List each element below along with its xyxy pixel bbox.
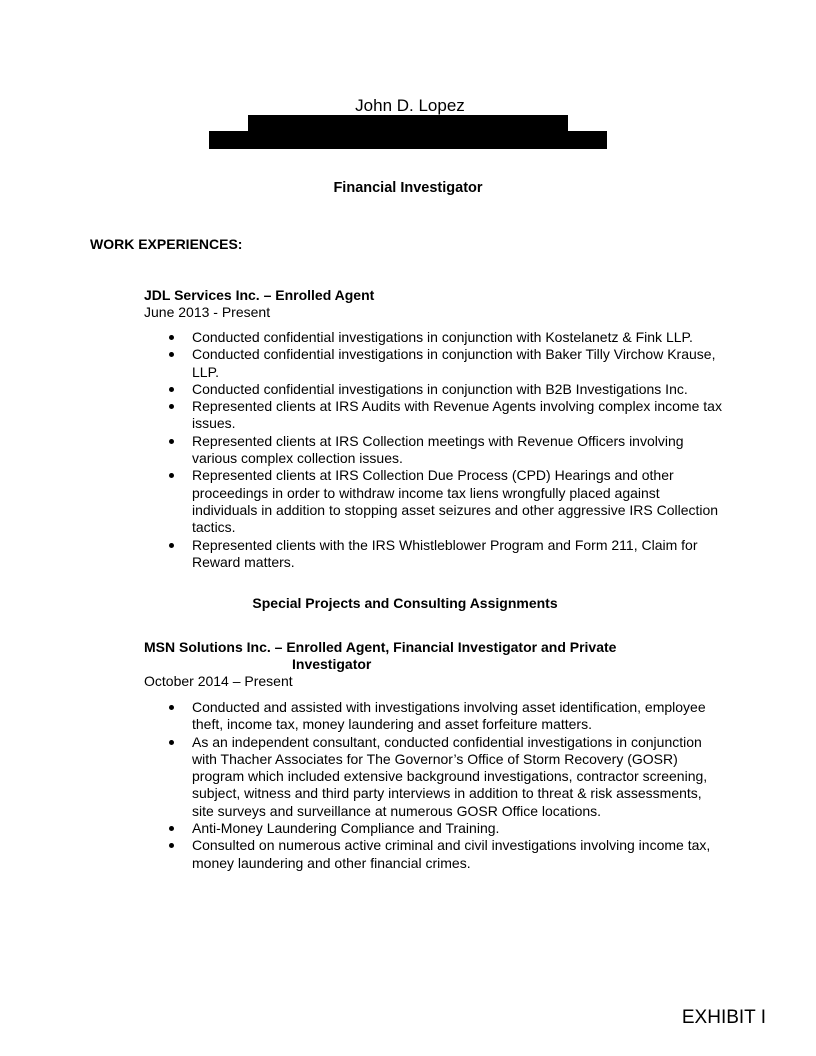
job-title-msn-line2: Investigator xyxy=(292,656,372,672)
job-bullets-msn xyxy=(167,699,727,872)
job-title-msn-line1: MSN Solutions Inc. – Enrolled Agent, Financial Investigator and Private xyxy=(144,639,617,655)
job-dates-msn: October 2014 – Present xyxy=(144,673,293,689)
job-dates-jdl: June 2013 - Present xyxy=(144,304,271,320)
job-bullets-jdl xyxy=(167,329,727,571)
list-item: Represented clients at IRS Collection Due Process (CPD) Hearings and other proceedings in order to withdraw income tax liens wrongfully placed against individuals in addition to stopping asset seizures and other aggressive IRS Collection tactics. xyxy=(167,467,727,536)
list-item: Anti-Money Laundering Compliance and Training. xyxy=(167,820,727,837)
section-heading-special-projects: Special Projects and Consulting Assignments xyxy=(252,595,558,611)
redaction-bar xyxy=(248,115,568,132)
job-title-jdl: JDL Services Inc. – Enrolled Agent xyxy=(144,287,375,303)
exhibit-label: EXHIBIT I xyxy=(681,1007,766,1028)
list-item: Conducted confidential investigations in conjunction with B2B Investigations Inc. xyxy=(167,381,727,398)
list-item: Represented clients at IRS Collection meetings with Revenue Officers involving various complex collection issues. xyxy=(167,433,727,468)
list-item: Consulted on numerous active criminal and civil investigations involving income tax, money laundering and other financial crimes. xyxy=(167,837,727,872)
job-title-msn xyxy=(144,639,704,673)
redaction-bar xyxy=(209,131,607,149)
list-item: Represented clients with the IRS Whistleblower Program and Form 211, Claim for Reward matters. xyxy=(167,537,727,572)
list-item: Conducted and assisted with investigations involving asset identification, employee theft, income tax, money laundering and asset forfeiture matters. xyxy=(167,699,727,734)
list-item: Represented clients at IRS Audits with Revenue Agents involving complex income tax issues. xyxy=(167,398,727,433)
resume-title: Financial Investigator xyxy=(333,180,483,196)
candidate-name: John D. Lopez xyxy=(355,96,465,115)
section-heading-work-experiences: WORK EXPERIENCES: xyxy=(90,236,243,252)
list-item: Conducted confidential investigations in conjunction with Kostelanetz & Fink LLP. xyxy=(167,329,727,346)
list-item: Conducted confidential investigations in conjunction with Baker Tilly Virchow Krause, LLP. xyxy=(167,346,727,381)
list-item: As an independent consultant, conducted confidential investigations in conjunction with Thacher Associates for The Governor’s Office of Storm Recovery (GOSR) program which included extensive background investigations, contractor screening, subject, witness and third party interviews in addition to threat & risk assessments, site surveys and surveillance at numerous GOSR Office locations. xyxy=(167,734,727,820)
